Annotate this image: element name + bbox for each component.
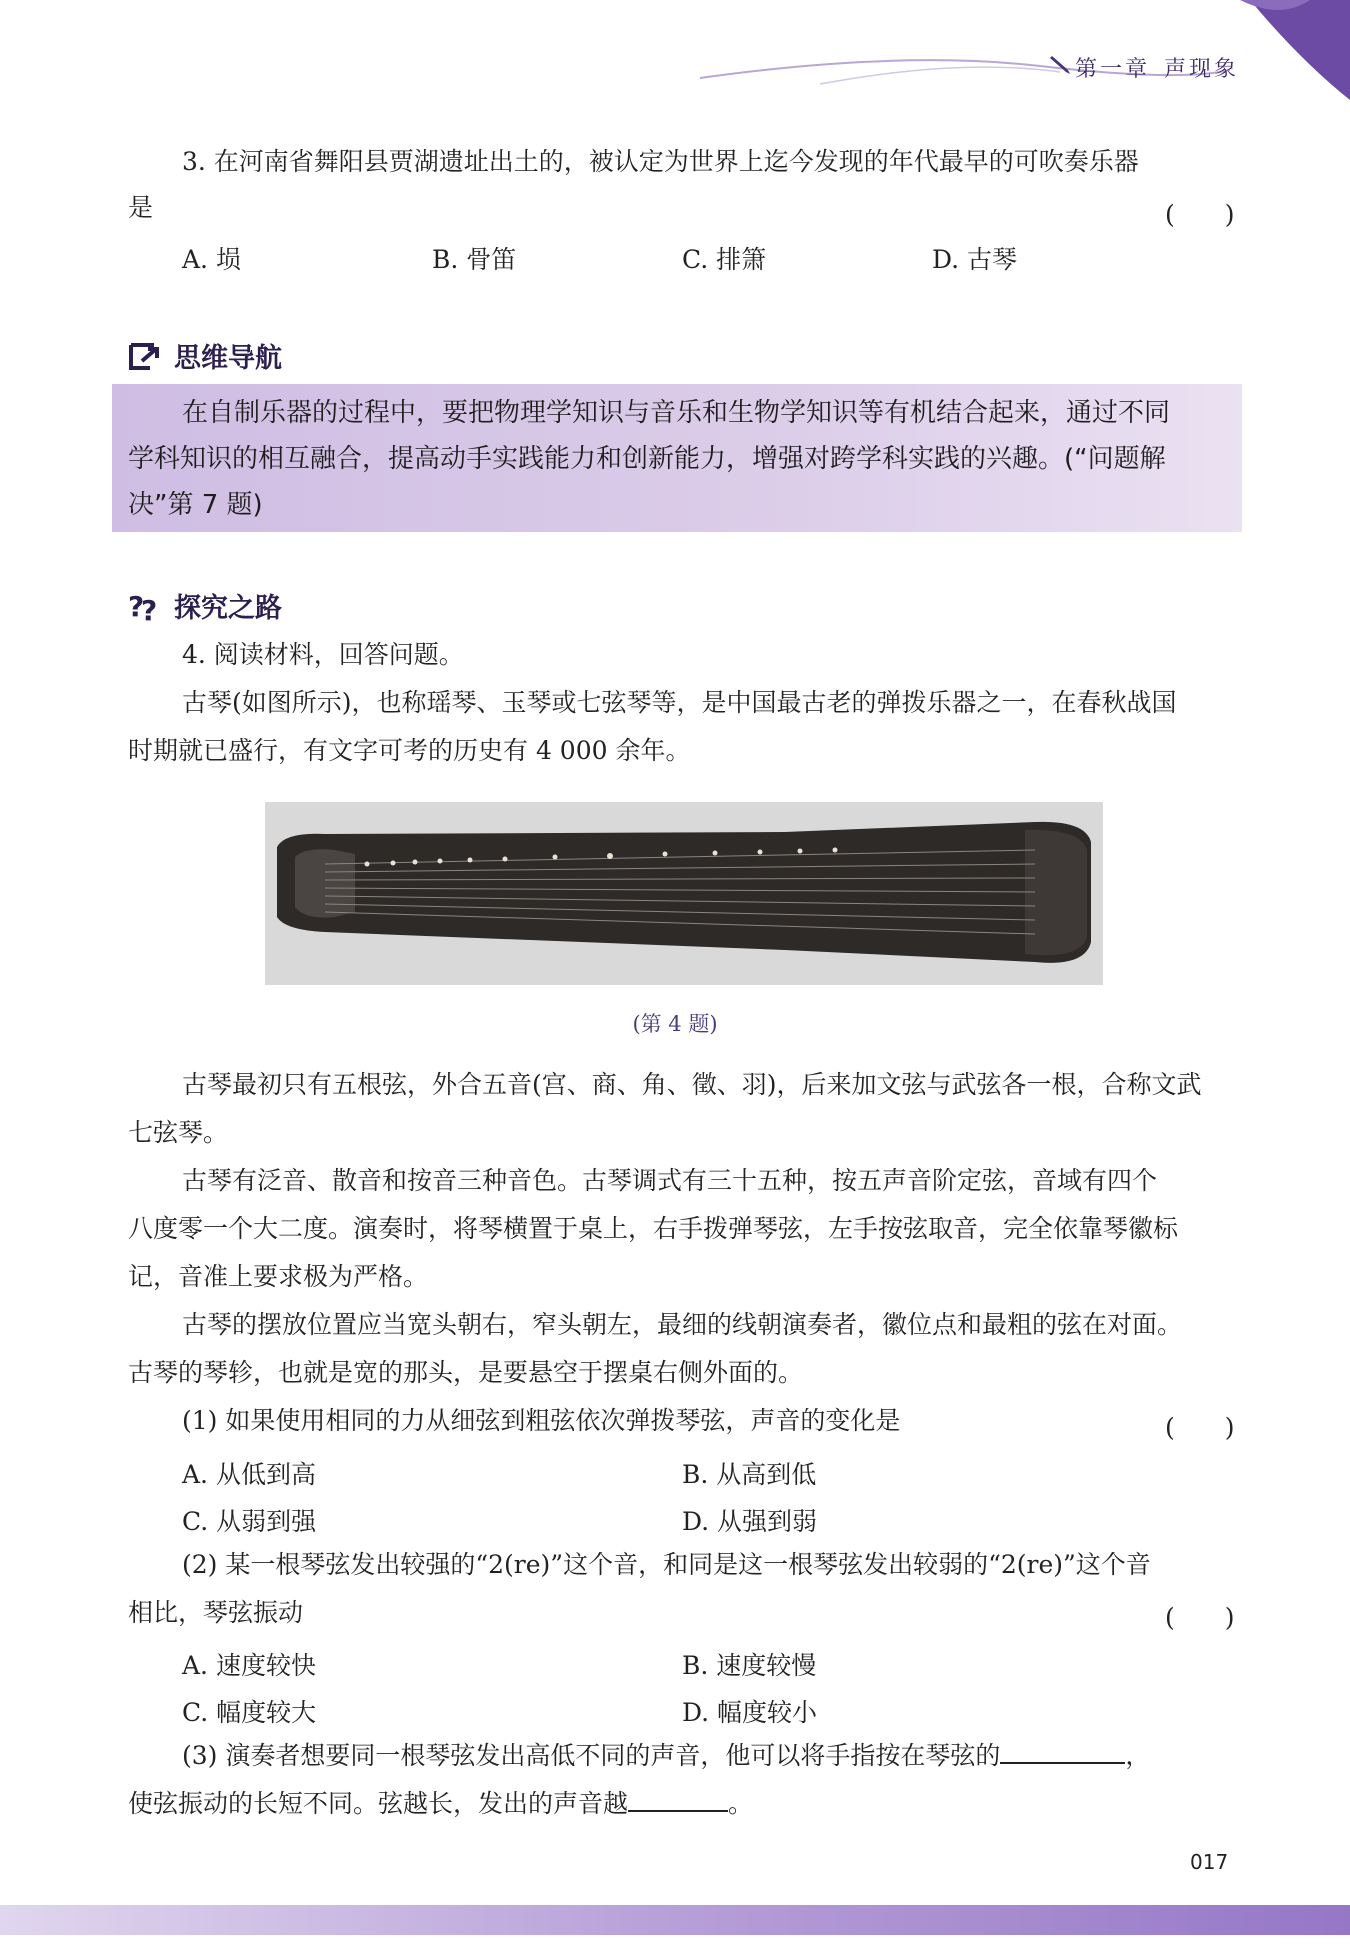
sub3-line2 <box>128 1784 753 1824</box>
nav-line-3: 决”第 7 题) <box>128 490 263 520</box>
q4-intro: 4. 阅读材料，回答问题。 <box>182 640 464 669</box>
guqin-image <box>265 802 1103 985</box>
section-heading-explore <box>128 586 282 625</box>
sub2-option-d[interactable]: D. 幅度较小 <box>682 1698 818 1727</box>
navigation-icon <box>128 341 162 371</box>
sub3-line1-text: (3) 演奏者想要同一根琴弦发出高低不同的声音，他可以将手指按在琴弦的 <box>182 1741 1001 1770</box>
explore-heading-text: 探究之路 <box>174 593 282 624</box>
nav-line-2: 学科知识的相互融合，提高动手实践能力和创新能力，增强对跨学科实践的兴趣。(“问题解 <box>128 444 1166 474</box>
figure-caption: (第 4 题) <box>632 1012 718 1036</box>
sub1-answer-paren[interactable]: ( ) <box>1165 1413 1235 1442</box>
sub1-question: (1) 如果使用相同的力从细弦到粗弦依次弹拨琴弦，声音的变化是 <box>182 1406 901 1435</box>
q3-answer-paren[interactable]: ( ) <box>1165 200 1235 229</box>
q3-option-b[interactable]: B. 骨笛 <box>432 245 517 274</box>
para4-line2: 古琴的琴轸，也就是宽的那头，是要悬空于摆桌右侧外面的。 <box>128 1358 804 1387</box>
page-number: 017 <box>1190 1850 1229 1874</box>
sub2-option-b[interactable]: B. 速度较慢 <box>682 1651 817 1680</box>
question-marks-icon <box>128 589 162 623</box>
sub3-blank-2[interactable] <box>628 1788 728 1812</box>
guqin-photo <box>265 802 1103 985</box>
sub2-option-a[interactable]: A. 速度较快 <box>182 1651 316 1680</box>
nav-heading-text: 思维导航 <box>174 343 282 374</box>
sub2-question-line1: (2) 某一根琴弦发出较强的“2(re)”这个音，和同是这一根琴弦发出较弱的“2(re)”这个音 <box>182 1550 1151 1579</box>
pen-icon <box>1048 56 1072 76</box>
para1-line1: 古琴(如图所示)，也称瑶琴、玉琴或七弦琴等，是中国最古老的弹拨乐器之一，在春秋战国 <box>182 688 1177 717</box>
para2-line1: 古琴最初只有五根弦，外合五音(宫、商、角、徵、羽)，后来加文弦与武弦各一根，合称文武 <box>182 1070 1202 1099</box>
sub1-option-c[interactable]: C. 从弱到强 <box>182 1507 317 1536</box>
para2-line2: 七弦琴。 <box>128 1118 229 1147</box>
sub2-option-c[interactable]: C. 幅度较大 <box>182 1698 317 1727</box>
q3-option-a[interactable]: A. 埙 <box>182 245 241 274</box>
nav-line-1: 在自制乐器的过程中，要把物理学知识与音乐和生物学知识等有机结合起来，通过不同 <box>182 398 1171 428</box>
q3-option-c[interactable]: C. 排箫 <box>682 245 767 274</box>
corner-decoration <box>1240 0 1350 100</box>
sub2-answer-paren[interactable]: ( ) <box>1165 1603 1235 1632</box>
sub1-option-b[interactable]: B. 从高到低 <box>682 1460 817 1489</box>
sub3-line2-end: 。 <box>728 1789 754 1818</box>
para4-line1: 古琴的摆放位置应当宽头朝右，窄头朝左，最细的线朝演奏者，徽位点和最粗的弦在对面。 <box>182 1310 1183 1339</box>
svg-text:?: ? <box>128 589 145 623</box>
para3-line1: 古琴有泛音、散音和按音三种音色。古琴调式有三十五种，按五声音阶定弦，音域有四个 <box>182 1166 1158 1195</box>
q3-stem-line1: 3. 在河南省舞阳县贾湖遗址出土的，被认定为世界上迄今发现的年代最早的可吹奏乐器 <box>182 147 1139 176</box>
chapter-title: 声现象 <box>1164 57 1240 82</box>
sub3-line1-end: ， <box>1125 1741 1151 1770</box>
q3-option-d[interactable]: D. 古琴 <box>932 245 1018 274</box>
sub1-option-d[interactable]: D. 从强到弱 <box>682 1507 818 1536</box>
sub3-line2-text: 使弦振动的长短不同。弦越长，发出的声音越 <box>128 1789 629 1818</box>
para3-line2: 八度零一个大二度。演奏时，将琴横置于桌上，右手拨弹琴弦，左手按弦取音，完全依靠琴徽标 <box>128 1214 1179 1243</box>
sub3-line1 <box>182 1736 1150 1776</box>
sub1-option-a[interactable]: A. 从低到高 <box>182 1460 316 1489</box>
footer-band <box>0 1905 1350 1935</box>
q3-stem-line2: 是 <box>128 193 154 222</box>
sub2-question-line2: 相比，琴弦振动 <box>128 1598 304 1627</box>
chapter-number: 第一章 <box>1075 57 1151 82</box>
svg-text:?: ? <box>141 593 158 623</box>
para3-line3: 记，音准上要求极为严格。 <box>128 1262 429 1291</box>
sub3-blank-1[interactable] <box>1000 1740 1125 1764</box>
section-heading-nav <box>128 336 282 375</box>
chapter-label <box>1075 52 1239 83</box>
para1-line2: 时期就已盛行，有文字可考的历史有 4 000 余年。 <box>128 736 691 765</box>
